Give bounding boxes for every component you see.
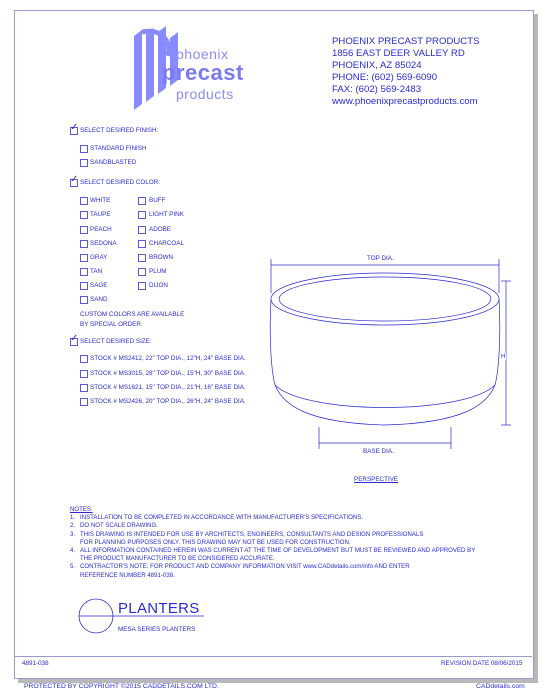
note-text: THE PRODUCT MANUFACTURER TO BE CONSIDERED ACCURATE. (80, 555, 275, 563)
note-row (70, 563, 475, 571)
perspective-caption: PERSPECTIVE (354, 476, 399, 483)
size-option-label: STOCK # MS2412, 22" TOP DIA., 12"H, 24" BASE DIA. (90, 355, 246, 362)
color-checkbox[interactable] (80, 282, 88, 290)
color-checkbox[interactable] (80, 254, 88, 262)
note-text: INSTALLATION TO BE COMPLETED IN ACCORDANCE WITH MANUFACTURER'S SPECIFICATIONS. (80, 514, 363, 522)
size-heading-checkbox[interactable]: ✓ (70, 333, 79, 344)
note-row (70, 555, 475, 563)
finish-checkbox[interactable] (80, 145, 88, 153)
notes-heading: NOTES: (70, 506, 93, 513)
size-option-label: STOCK # MS3015, 28" TOP DIA., 15"H, 30" BASE DIA. (90, 370, 246, 377)
note-text: THIS DRAWING IS INTENDED FOR USE BY ARCHITECTS, ENGINEERS, CONSULTANTS AND DESIGN PROFESSIONALS (80, 530, 424, 538)
size-heading: SELECT DESIRED SIZE: (80, 338, 152, 345)
color-option-label: BUFF (149, 197, 166, 204)
color-option-label: ADOBE (149, 226, 172, 233)
company-address: 1856 EAST DEER VALLEY RD (332, 48, 465, 59)
color-checkbox[interactable] (138, 254, 146, 262)
color-option-label: CHARCOAL (149, 240, 184, 247)
copyright-notice: PROTECTED BY COPYRIGHT ©2015 CADDETAILS.COM LTD. (24, 683, 219, 690)
color-option-label: PEACH (90, 226, 112, 233)
color-checkbox[interactable] (80, 226, 88, 234)
note-number: 3. (70, 530, 76, 538)
size-checkbox[interactable] (80, 370, 88, 378)
color-option-label: SAGE (90, 282, 108, 289)
company-fax: FAX: (602) 569-2483 (332, 84, 422, 95)
color-option-label: TAUPE (90, 211, 111, 218)
color-option-label: TAN (90, 268, 103, 275)
drawing-title: PLANTERS (118, 600, 200, 617)
custom-colors-note: BY SPECIAL ORDER. (80, 321, 143, 328)
color-option-label: SAND (90, 296, 108, 303)
color-option-label: GRAY (90, 254, 108, 261)
color-checkbox[interactable] (138, 211, 146, 219)
size-checkbox[interactable] (80, 398, 88, 406)
color-checkbox[interactable] (80, 268, 88, 276)
custom-colors-note: CUSTOM COLORS ARE AVAILABLE (80, 311, 185, 318)
color-checkbox[interactable] (80, 296, 88, 304)
note-row (70, 572, 475, 580)
reference-number: 4891-038 (22, 660, 49, 667)
size-checkbox[interactable] (80, 355, 88, 363)
color-checkbox[interactable] (80, 197, 88, 205)
note-text: FOR PLANNING PURPOSES ONLY. THIS DRAWING MAY NOT BE USED FOR CONSTRUCTION. (80, 538, 351, 546)
company-name: PHOENIX PRECAST PRODUCTS (332, 36, 480, 47)
color-checkbox[interactable] (138, 240, 146, 248)
logo-text-products: products (176, 86, 234, 102)
size-checkbox[interactable] (80, 384, 88, 392)
planter-perspective-drawing (255, 245, 515, 475)
notes-block (70, 506, 475, 580)
color-checkbox[interactable] (138, 226, 146, 234)
color-option-label: WHITE (90, 197, 111, 204)
color-option-label: BROWN (149, 254, 174, 261)
note-text: CONTRACTOR'S NOTE: FOR PRODUCT AND COMPANY INFORMATION VISIT www.CADdetails.com/info AND ENTER (80, 563, 410, 571)
color-option-label: PLUM (149, 268, 167, 275)
color-checkbox[interactable] (138, 282, 146, 290)
size-option-label: STOCK # MS2426, 20" TOP DIA., 26"H, 24" BASE DIA. (90, 398, 246, 405)
color-option-label: SEDONA (90, 240, 117, 247)
size-option-label: STOCK # MS1621, 15" TOP DIA., 21"H, 16" BASE DIA. (90, 384, 246, 391)
note-number (70, 539, 80, 547)
logo-text-precast: precast (162, 60, 244, 85)
note-number: 1. (70, 514, 76, 522)
color-checkbox[interactable] (138, 197, 146, 205)
caddetails-link[interactable]: CADdetails.com (476, 683, 525, 690)
note-row (70, 514, 475, 522)
color-heading-checkbox[interactable]: ✓ (70, 174, 79, 185)
top-diameter-label: TOP DIA. (367, 255, 394, 262)
color-checkbox[interactable] (80, 240, 88, 248)
note-number (70, 572, 80, 580)
revision-date: REVISION DATE 08/06/2015 (441, 660, 523, 667)
note-row (70, 522, 475, 530)
note-number: 4. (70, 547, 76, 555)
company-info (332, 36, 480, 108)
note-number (70, 555, 80, 563)
drawing-subtitle: MESA SERIES PLANTERS (118, 626, 196, 633)
color-option-label: DIJON (149, 282, 168, 289)
base-diameter-label: BASE DIA. (363, 448, 394, 455)
footer-divider (15, 656, 532, 657)
finish-heading: SELECT DESIRED FINISH: (80, 127, 159, 134)
note-text: REFERENCE NUMBER 4891-038. (80, 571, 175, 579)
height-label: H (501, 353, 506, 360)
company-city: PHOENIX, AZ 85024 (332, 60, 422, 71)
company-phone: PHONE: (602) 569-6090 (332, 72, 438, 83)
finish-heading-checkbox[interactable]: ✓ (70, 122, 79, 133)
note-number: 5. (70, 563, 76, 571)
color-option-label: LIGHT PINK (149, 211, 184, 218)
finish-option-label: STANDARD FINISH (90, 145, 147, 152)
color-checkbox[interactable] (80, 211, 88, 219)
note-text: DO NOT SCALE DRAWING. (80, 522, 158, 530)
finish-option-label: SANDBLASTED (90, 159, 137, 166)
finish-checkbox[interactable] (80, 159, 88, 167)
company-website[interactable]: www.phoenixprecastproducts.com (332, 96, 478, 107)
note-text: ALL INFORMATION CONTAINED HEREIN WAS CURRENT AT THE TIME OF DEVELOPMENT BUT MUST BE REVIEWED AND APPROVED BY (80, 547, 476, 555)
logo-text-phoenix: phoenix (176, 46, 229, 62)
note-number: 2. (70, 522, 76, 530)
color-checkbox[interactable] (138, 268, 146, 276)
note-row (70, 531, 475, 539)
color-heading: SELECT DESIRED COLOR: (80, 179, 161, 186)
note-row (70, 539, 475, 547)
note-row (70, 547, 475, 555)
